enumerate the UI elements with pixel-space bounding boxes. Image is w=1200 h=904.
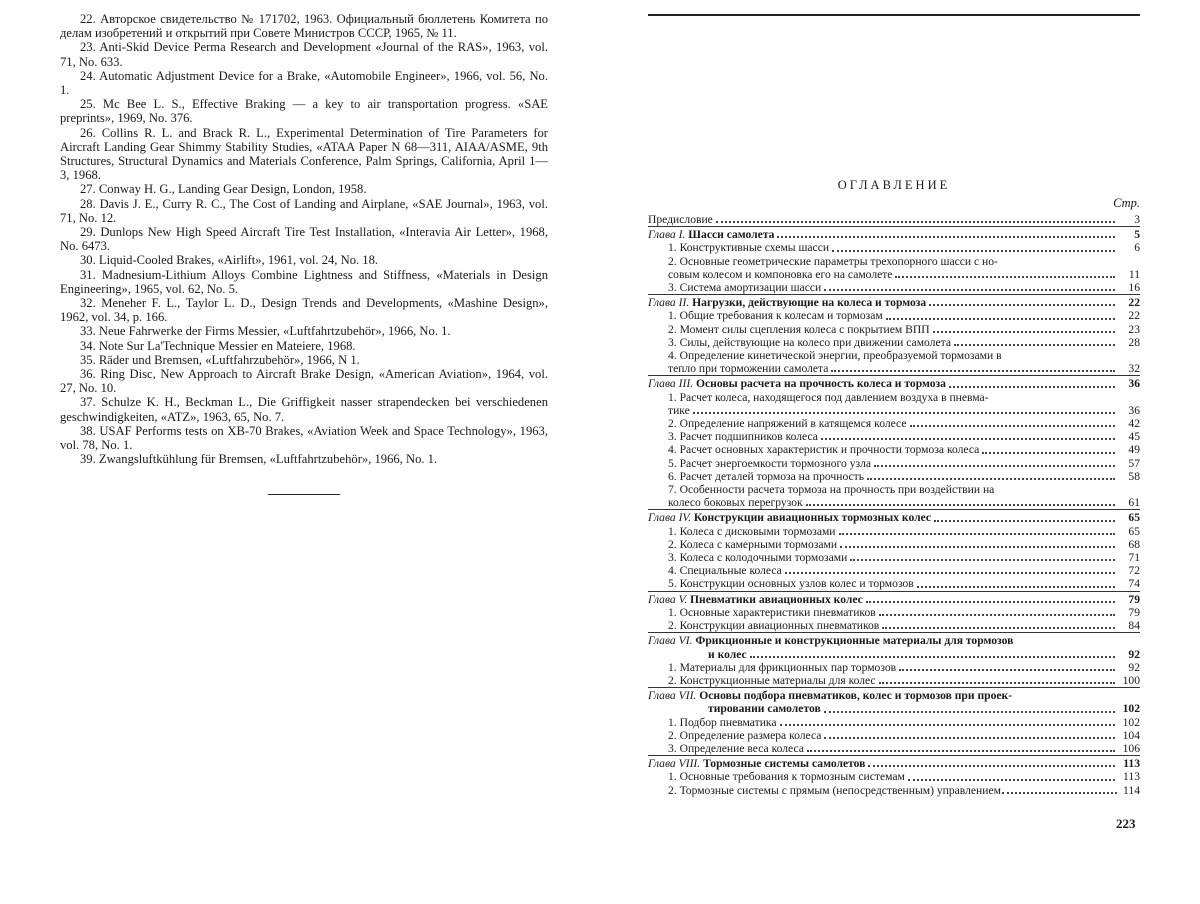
reference-item: 31. Madnesium-Lithium Alloys Combine Lightness and Stiffness, «Materials in Design Engineering», 1965, vol. 62, No. 5. (60, 267, 548, 296)
toc-chapter: тировании самолетов 102 (708, 702, 1140, 716)
toc-section: 2. Тормозные системы с прямым (непосредственным) управлением 114 (668, 783, 1140, 797)
toc-section: 4. Специальные колеса 72 (668, 564, 1140, 578)
toc-section: 1. Основные характеристики пневматиков 79 (668, 605, 1140, 619)
reference-item: 36. Ring Disc, New Approach to Aircraft Brake Design, «American Aviation», 1964, vol. 27, No. 10. (60, 367, 548, 396)
toc-section: тике 36 (668, 403, 1140, 417)
toc-chapter: и колес 92 (708, 647, 1140, 661)
toc-section: 2. Определение размера колеса 104 (668, 728, 1140, 742)
toc-section: 6. Расчет деталей тормоза на прочность 58 (668, 469, 1140, 483)
reference-item: 34. Note Sur La'Technique Messier en Mateiere, 1968. (80, 338, 356, 353)
toc-section: 4. Расчет основных характеристик и прочности тормоза колеса 49 (668, 443, 1140, 457)
toc-section: 2. Определение напряжений в катящемся колесе 42 (668, 417, 1140, 431)
reference-item: 37. Schulze K. H., Beckman L., Die Griffigkeit nasser strapendecken bei verschiedenen geschwindigkeiten, «ATZ», 1963, 65, No. 7. (60, 395, 548, 424)
reference-item: 39. Zwangsluftkühlung für Bremsen, «Luftfahrtzubehör», 1966, No. 1. (80, 452, 438, 467)
toc-section-line1: 4. Определение кинетической энергии, преобразуемой тормозами в (668, 349, 1002, 363)
toc-section: 1. Материалы для фрикционных пар тормозов 92 (668, 660, 1140, 674)
references-page (60, 12, 548, 467)
toc-section: колесо боковых перегрузок 61 (668, 496, 1140, 510)
toc-section: 2. Конструкции авиационных пневматиков 84 (668, 619, 1140, 633)
toc-section: совым колесом и компоновка его на самолете 11 (668, 267, 1140, 281)
toc-chapter: Глава II. Нагрузки, действующие на колеса и тормоза 22 (648, 296, 1140, 310)
toc-chapter-line1: Глава VI. Фрикционные и конструкционные материалы для тормозов (648, 632, 1140, 647)
toc-section: 3. Расчет подшипников колеса 45 (668, 430, 1140, 444)
page-column-label: Стр. (1113, 196, 1140, 210)
toc-entry-preface: Предисловие 3 (648, 213, 1140, 226)
toc-chapter: Глава III. Основы расчета на прочность колеса и тормоза 36 (648, 377, 1140, 391)
toc-section: 1. Конструктивные схемы шасси 6 (668, 241, 1140, 255)
reference-item: 38. USAF Performs tests on XB-70 Brakes, «Aviation Week and Space Technology», 1963, vol. 78, No. 1. (60, 423, 548, 453)
toc-section: 1. Основные требования к тормозным системам 113 (668, 770, 1140, 784)
toc-chapter-line1: Глава VII. Основы подбора пневматиков, колес и тормозов при проек- (648, 687, 1140, 702)
toc-section: тепло при торможении самолета 32 (668, 362, 1140, 376)
toc-page (648, 14, 1140, 797)
reference-item: 24. Automatic Adjustment Device for a Brake, «Automobile Engineer», 1966, vol. 56, No. 1. (60, 68, 548, 98)
reference-item: 29. Dunlops New High Speed Aircraft Tire Test Installation, «Interavia Air Letter», 1968, No. 6473. (60, 225, 548, 254)
reference-item: 23. Anti-Skid Device Perma Research and Development «Journal of the RAS», 1963, vol. 71, No. 633. (60, 40, 548, 69)
reference-item: 22. Авторское свидетельство № 171702, 1963. Официальный бюллетень Комитета по делам изобретений и открытий при Совете Министров СССР, 1965, № 11. (60, 12, 548, 41)
toc-section: 2. Конструкционные материалы для колес 100 (668, 673, 1140, 687)
toc-section: 3. Система амортизации шасси 16 (668, 281, 1140, 295)
toc-section: 1. Общие требования к колесам и тормозам 22 (668, 309, 1140, 323)
reference-item: 32. Meneher F. L., Taylor L. D., Design Trends and Developments, «Mashine Design», 1962, vol. 34, p. 166. (60, 296, 548, 325)
toc-chapter: Глава I. Шасси самолета 5 (648, 228, 1140, 242)
toc-chapter: Глава IV. Конструкции авиационных тормозных колес 65 (648, 511, 1140, 525)
reference-item: 25. Mc Bee L. S., Effective Braking — a key to air transportation progress. «SAE preprints», 1969, No. 376. (60, 97, 548, 126)
reference-item: 33. Neue Fahrwerke der Firms Messier, «Luftfahrtzubehör», 1966, No. 1. (80, 324, 451, 339)
toc-section: 2. Колеса с камерными тормозами 68 (668, 537, 1140, 551)
toc-section: 3. Определение веса колеса 106 (668, 741, 1140, 755)
reference-item: 26. Collins R. L. and Brack R. L., Experimental Determination of Tire Parameters for Aircraft Landing Gear Shimmy Stability Studies, «ATAA Paper N 68—311, AIAA/ASME, 9th Structures, Structural Dynamics and Materials Conference, Palm Springs, California, April 1—3, 1968. (60, 125, 548, 183)
end-divider (268, 494, 340, 495)
toc-chapter: Глава V. Пневматики авиационных колес 79 (648, 592, 1140, 606)
toc-section: 1. Колеса с дисковыми тормозами 65 (668, 524, 1140, 538)
toc-section: 5. Расчет энергоемкости тормозного узла 57 (668, 456, 1140, 470)
toc-title: ОГЛАВЛЕНИЕ (837, 178, 951, 192)
toc-list (648, 213, 1140, 797)
toc-section: 3. Колеса с колодочными тормозами 71 (668, 551, 1140, 565)
reference-item: 30. Liquid-Cooled Brakes, «Airlift», 1961, vol. 24, No. 18. (80, 253, 379, 268)
toc-section-line1: 2. Основные геометрические параметры трехопорного шасси с но- (668, 254, 998, 268)
toc-chapter: Глава VIII. Тормозные системы самолетов 113 (648, 757, 1140, 771)
toc-section-line1: 1. Расчет колеса, находящегося под давлением воздуха в пневма- (668, 390, 989, 404)
toc-section-line1: 7. Особенности расчета тормоза на прочность при воздействии на (668, 483, 995, 497)
toc-section: 1. Подбор пневматика 102 (668, 715, 1140, 729)
toc-section: 5. Конструкции основных узлов колес и тормозов 74 (668, 577, 1140, 591)
page-number: 223 (1116, 816, 1136, 831)
toc-section: 3. Силы, действующие на колесо при движении самолета 28 (668, 335, 1140, 349)
reference-item: 27. Conway H. G., Landing Gear Design, London, 1958. (80, 182, 367, 197)
reference-item: 28. Davis J. E., Curry R. C., The Cost of Landing and Airplane, «SAE Journal», 1963, vol. 71, No. 12. (60, 196, 548, 225)
reference-item: 35. Räder und Bremsen, «Luftfahrzubehör», 1966, N 1. (80, 352, 360, 367)
top-rule (648, 14, 1140, 16)
toc-section: 2. Момент силы сцепления колеса с покрытием ВПП 23 (668, 322, 1140, 336)
